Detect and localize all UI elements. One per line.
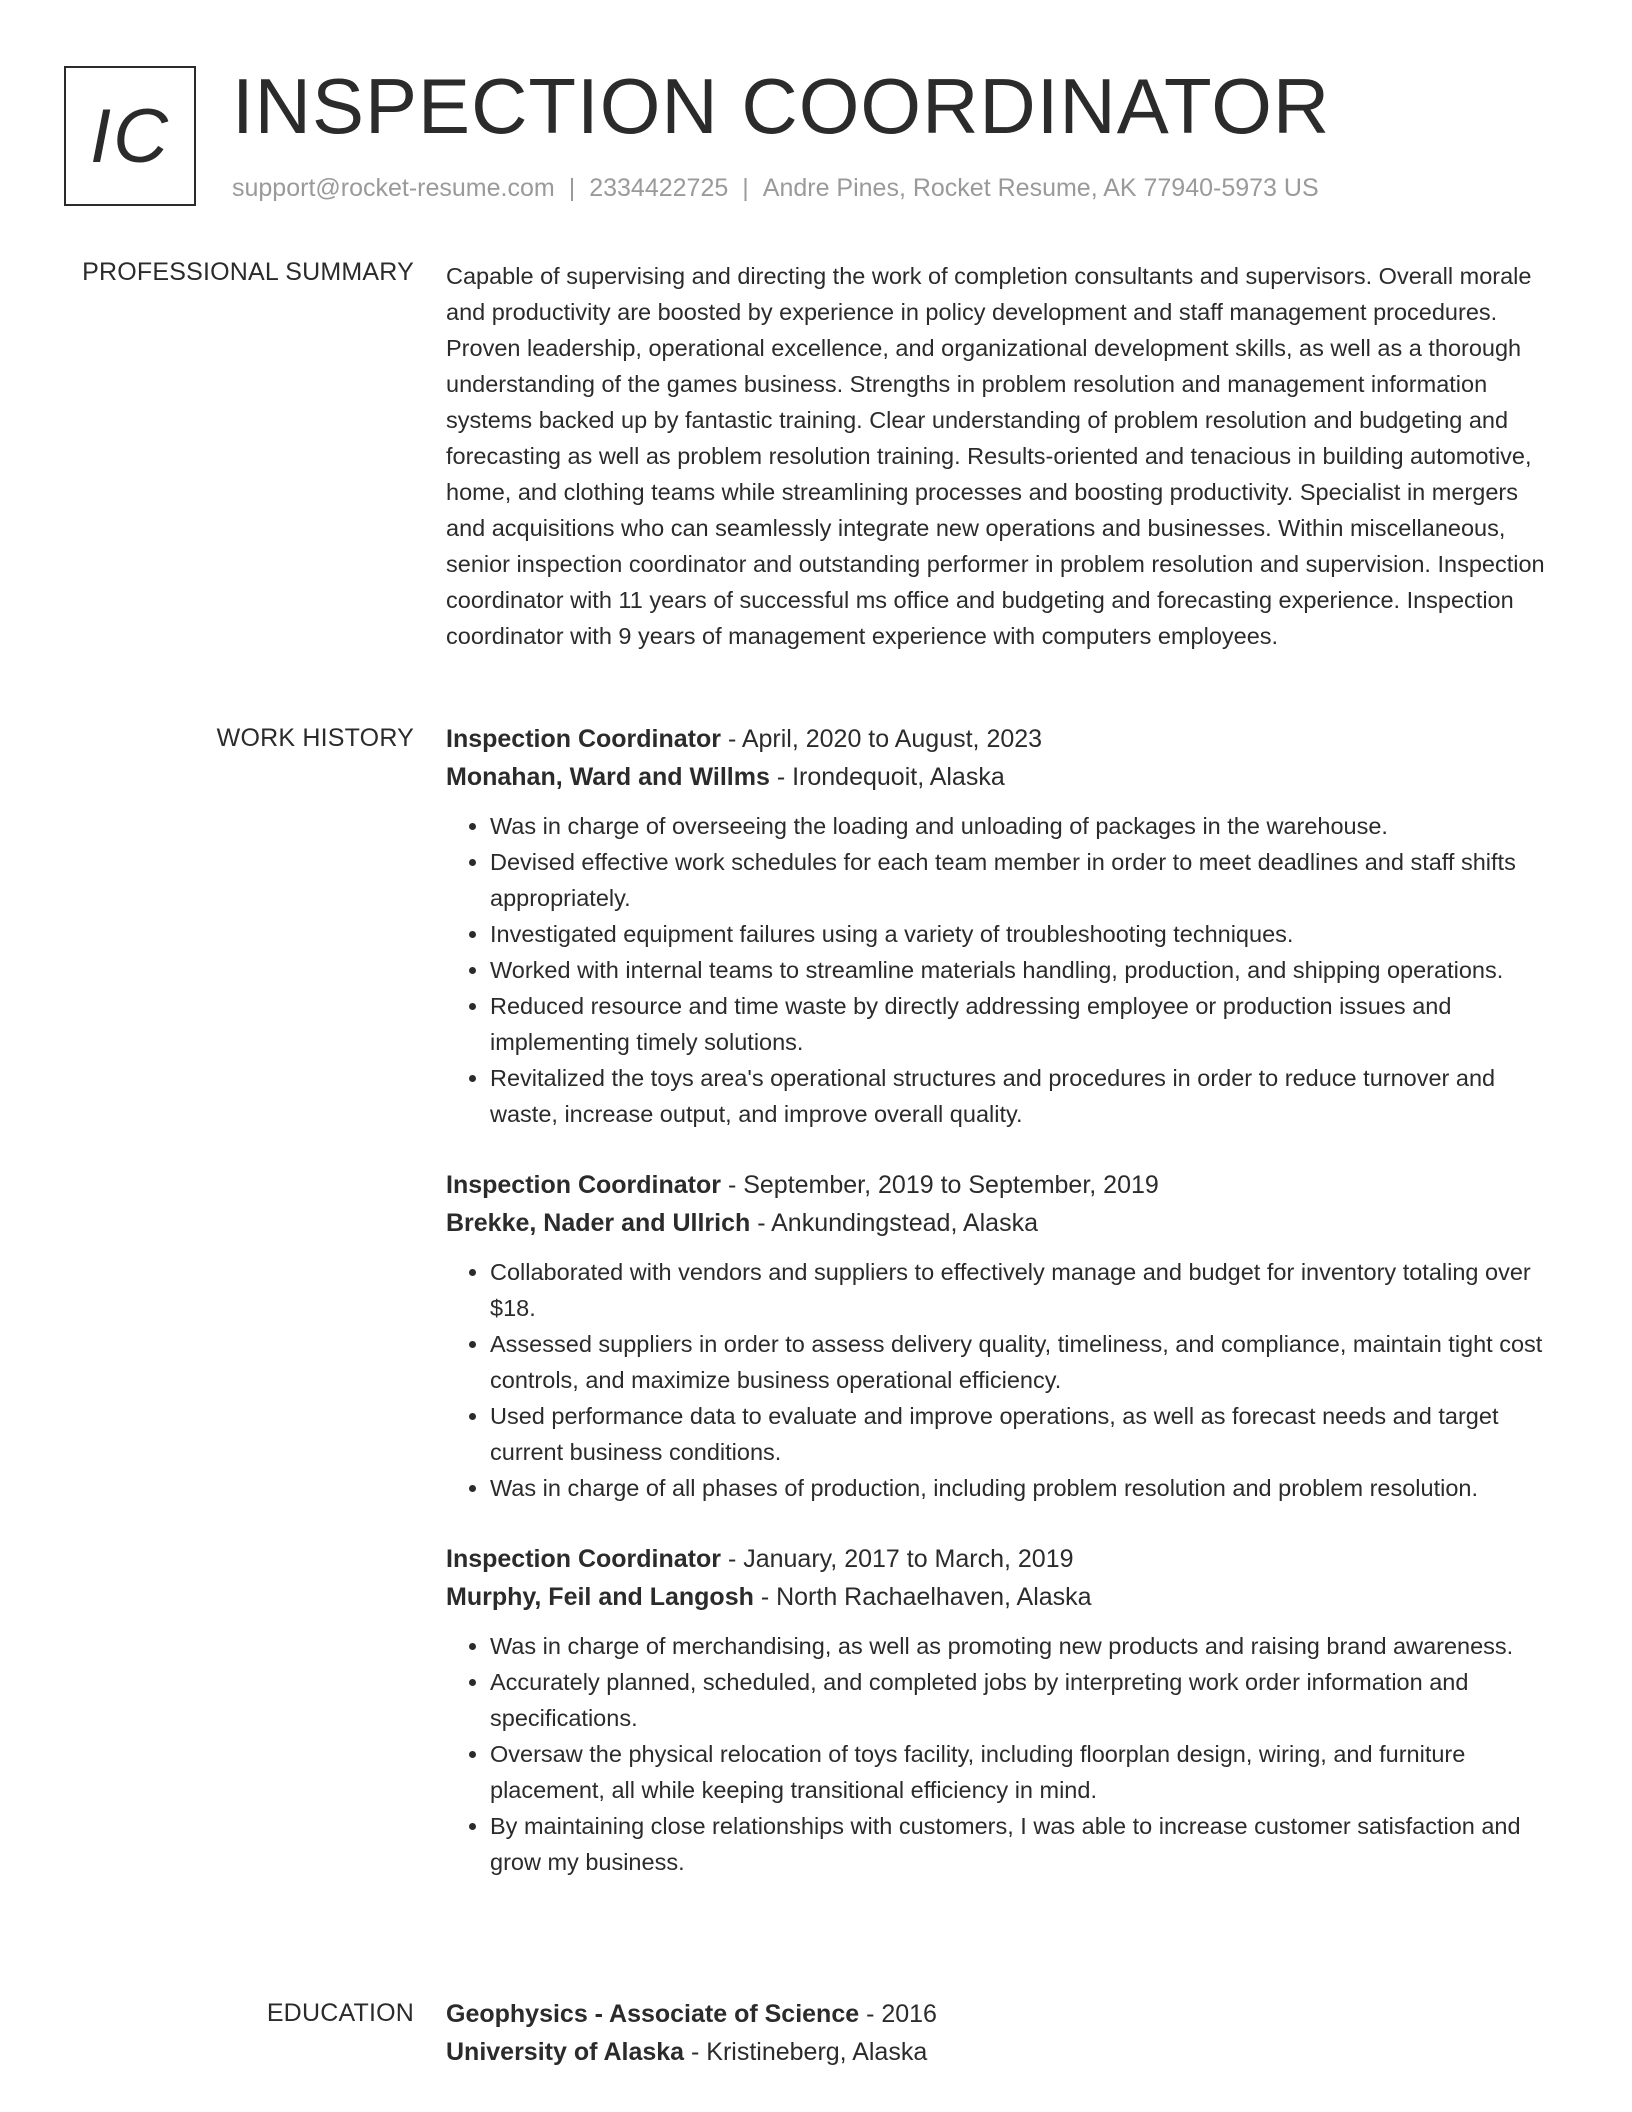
job-dates: - January, 2017 to March, 2019 bbox=[721, 1545, 1074, 1573]
job-title: Inspection Coordinator bbox=[446, 1171, 721, 1199]
job-entry bbox=[446, 1166, 1562, 1506]
bullet-item: • Revitalized the toys area's operational structures and procedures in order to reduce turnover and waste, increase output, and improve overall quality. bbox=[490, 1060, 1562, 1132]
job-company-line bbox=[446, 758, 1562, 796]
job-entry bbox=[446, 1540, 1562, 1880]
bullet-item: • By maintaining close relationships with customers, I was able to increase customer satisfaction and grow my business. bbox=[490, 1808, 1562, 1880]
job-title-line bbox=[446, 1166, 1562, 1204]
education-year: - 2016 bbox=[859, 2000, 937, 2028]
bullet-item: • Was in charge of overseeing the loading and unloading of packages in the warehouse. bbox=[490, 808, 1562, 844]
work-history-heading: WORK HISTORY bbox=[216, 724, 414, 752]
job-location: - Irondequoit, Alaska bbox=[769, 763, 1005, 791]
bullet-item: • Assessed suppliers in order to assess delivery quality, timeliness, and compliance, maintain tight cost controls, and maximize business operational efficiency. bbox=[490, 1326, 1562, 1398]
job-company: Brekke, Nader and Ullrich bbox=[446, 1209, 751, 1237]
bullet-item: • Oversaw the physical relocation of toys facility, including floorplan design, wiring, and furniture placement, all while keeping transitional efficiency in mind. bbox=[490, 1736, 1562, 1808]
monogram-logo: IC bbox=[64, 66, 196, 206]
job-dates: - April, 2020 to August, 2023 bbox=[721, 725, 1043, 753]
bullet-item: • Devised effective work schedules for each team member in order to meet deadlines and staff shifts appropriately. bbox=[490, 844, 1562, 916]
job-bullets bbox=[446, 808, 1562, 1132]
education-degree: Geophysics - Associate of Science bbox=[446, 2000, 860, 2028]
education-school-line bbox=[446, 2033, 1562, 2071]
job-company-line bbox=[446, 1578, 1562, 1616]
job-company: Monahan, Ward and Willms bbox=[446, 763, 770, 791]
contact-separator: | bbox=[742, 174, 749, 202]
summary-heading: PROFESSIONAL SUMMARY bbox=[82, 258, 414, 286]
bullet-item: • Was in charge of merchandising, as well as promoting new products and raising brand awareness. bbox=[490, 1628, 1562, 1664]
education-location: - Kristineberg, Alaska bbox=[684, 2038, 928, 2066]
education-entry bbox=[446, 1995, 1562, 2071]
contact-phone[interactable]: 2334422725 bbox=[589, 174, 729, 202]
bullet-item: • Reduced resource and time waste by directly addressing employee or production issues and implementing timely solutions. bbox=[490, 988, 1562, 1060]
job-bullets bbox=[446, 1628, 1562, 1880]
job-dates: - September, 2019 to September, 2019 bbox=[721, 1171, 1159, 1199]
job-title-line bbox=[446, 1540, 1562, 1578]
work-history-list bbox=[446, 720, 1562, 1914]
bullet-item: • Collaborated with vendors and suppliers to effectively manage and budget for inventory totaling over $18. bbox=[490, 1254, 1562, 1326]
bullet-item: • Worked with internal teams to streamline materials handling, production, and shipping operations. bbox=[490, 952, 1562, 988]
contact-email[interactable]: support@rocket-resume.com bbox=[232, 174, 555, 202]
job-title: Inspection Coordinator bbox=[446, 1545, 721, 1573]
education-school: University of Alaska bbox=[446, 2038, 685, 2066]
bullet-item: • Investigated equipment failures using a variety of troubleshooting techniques. bbox=[490, 916, 1562, 952]
education-degree-line bbox=[446, 1995, 1562, 2033]
contact-address: Andre Pines, Rocket Resume, AK 77940-5973 US bbox=[762, 174, 1319, 202]
education-heading: EDUCATION bbox=[266, 1999, 414, 2027]
bullet-item: • Accurately planned, scheduled, and completed jobs by interpreting work order information and specifications. bbox=[490, 1664, 1562, 1736]
contact-separator: | bbox=[568, 174, 576, 202]
job-location: - North Rachaelhaven, Alaska bbox=[753, 1583, 1092, 1611]
job-company-line bbox=[446, 1204, 1562, 1242]
summary-text: Capable of supervising and directing the work of completion consultants and supervisors. Overall morale and productivity are boosted by experience in policy development and staff management procedures. Proven leadership, operational excellence, and organizational development skills, as well as a thorough understanding of the games business. Strengths in problem resolution and management information systems backed up by fantastic training. Clear understanding of problem resolution and budgeting and forecasting as well as problem resolution training. Results-oriented and tenacious in building automotive, home, and clothing teams while streamlining processes and boosting productivity. Specialist in mergers and acquisitions who can seamlessly integrate new operations and businesses. Within miscellaneous, senior inspection coordinator and outstanding performer in problem resolution and supervision. Inspection coordinator with 11 years of successful ms office and budgeting and forecasting experience. Inspection coordinator with 9 years of management experience with computers employees. bbox=[446, 263, 1545, 649]
job-company: Murphy, Feil and Langosh bbox=[446, 1583, 754, 1611]
job-entry bbox=[446, 720, 1562, 1132]
bullet-item: • Was in charge of all phases of production, including problem resolution and problem resolution. bbox=[490, 1470, 1562, 1506]
job-title-line bbox=[446, 720, 1562, 758]
resume-header bbox=[64, 62, 1564, 216]
resume-title: INSPECTION COORDINATOR bbox=[232, 62, 1331, 150]
bullet-item: • Used performance data to evaluate and improve operations, as well as forecast needs and target current business conditions. bbox=[490, 1398, 1562, 1470]
job-bullets bbox=[446, 1254, 1562, 1506]
job-title: Inspection Coordinator bbox=[446, 725, 721, 753]
job-location: - Ankundingstead, Alaska bbox=[750, 1209, 1038, 1237]
contact-line bbox=[232, 174, 1319, 203]
